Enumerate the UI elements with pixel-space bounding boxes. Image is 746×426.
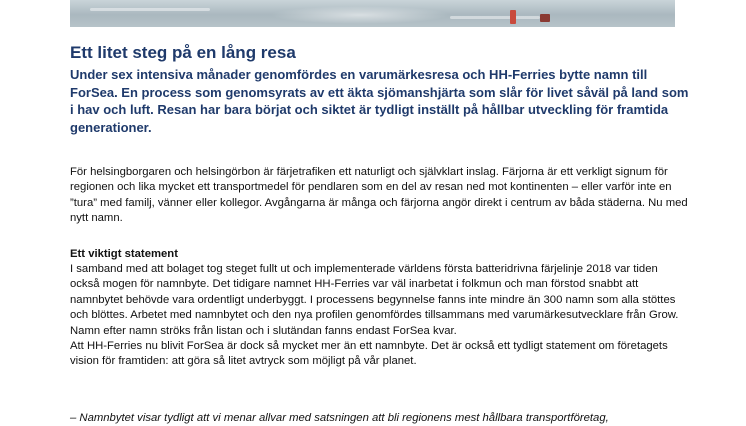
wave-streak — [450, 16, 540, 19]
hero-photo — [70, 0, 675, 27]
article-lead: Under sex intensiva månader genomfördes en varumärkesresa och HH-Ferries bytte namn till ForSea. En process som genomsyrats av ett äkta sjömanshjärta som slår för livet såväl på land som i hav och luft. Resan har bara börjat och siktet är tydligt inställt på hållbar utveckling för framtida generationer. — [70, 67, 689, 135]
paragraph-statement-part: I samband med att bolaget tog steget fullt ut och implementerade världens första batteridrivna färjelinje 2018 var tiden också mogen för namnbyte. Det tidigare namnet HH-Ferries var väl inarbetat i folkmun och man förstod snabbt att namnbytet behövde vara ordentligt underbyggt. I processens begynnelse fanns inte mindre än 300 namn som alla stöttes och blöttes. Arbetet med namnbytet och den nya profilen genomfördes tillsammans med varumärkesutvecklare från Grow. Namn efter namn ströks från listan och i slutändan fanns endast ForSea kvar. — [70, 263, 679, 337]
person-figure — [510, 10, 516, 24]
boat-figure — [540, 14, 550, 22]
wave-streak — [90, 8, 210, 11]
paragraph-statement — [70, 262, 690, 370]
quote: – Namnbytet visar tydligt att vi menar allvar med satsningen att bli regionens mest hållbara transportföretag, — [70, 412, 609, 424]
paragraph-intro: För helsingborgaren och helsingörbon är färjetrafiken ett naturligt och självklart inslag. Färjorna är ett verkligt signum för regionen och lika mycket ett transportmedel för pendlaren som en del av resan ned mot kontinenten – eller varför inte en ”tura” med familj, vänner eller kollegor. Avgångarna är många och färjorna angör direkt i centrum av båda städerna. Nu med nytt namn. — [70, 166, 688, 225]
section-heading: Ett viktigt statement — [70, 248, 178, 260]
article-title: Ett litet steg på en lång resa — [70, 43, 296, 62]
paragraph-statement-part: Att HH-Ferries nu blivit ForSea är dock så mycket mer än ett namnbyte. Det är också ett tydligt statement om företagets vision för framtiden: att göra så litet avtryck som möjligt på vår planet. — [70, 340, 668, 368]
water-spray — [270, 6, 450, 24]
